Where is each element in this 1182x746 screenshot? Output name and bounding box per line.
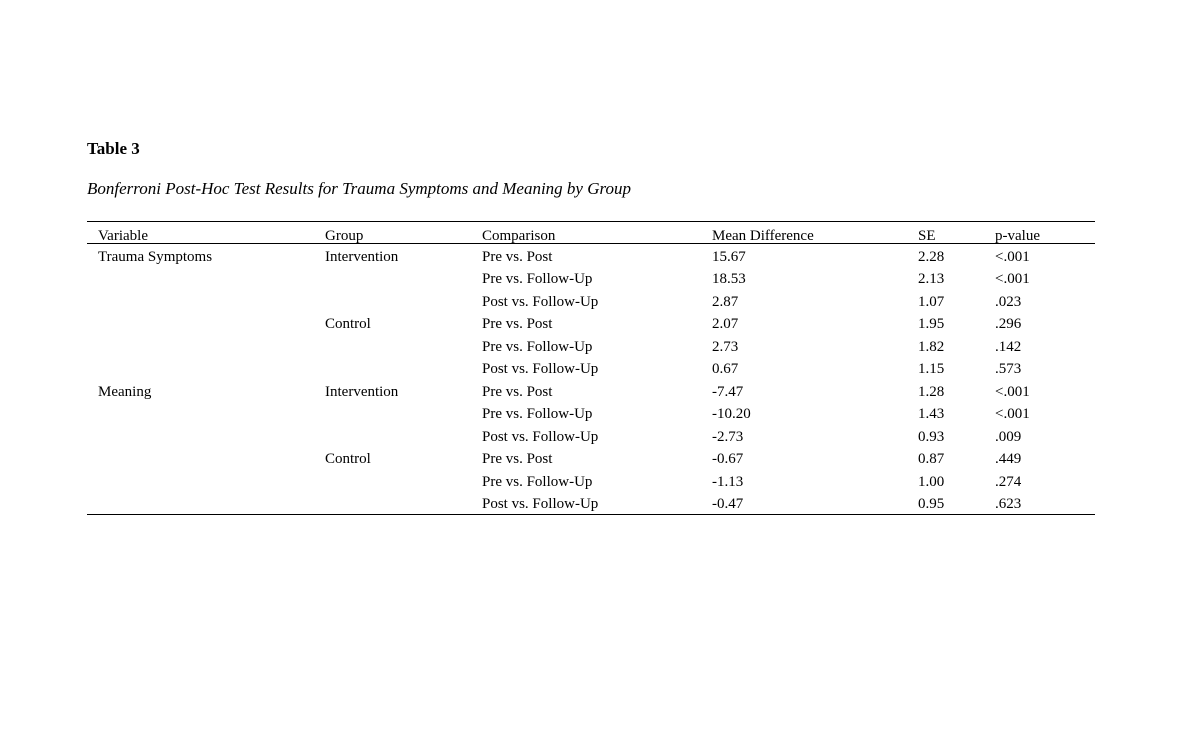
cell-variable — [87, 471, 325, 494]
cell-comparison: Pre vs. Follow-Up — [482, 406, 593, 423]
cell-p-value: .009 — [995, 428, 1022, 445]
table-header-row — [87, 225, 1095, 246]
cell-mean-difference: 15.67 — [712, 248, 746, 265]
column-header-p-value: p-value — [995, 227, 1040, 244]
cell-variable: Trauma Symptoms — [98, 248, 213, 265]
cell-se: 1.43 — [918, 406, 945, 423]
cell-mean-difference: -1.13 — [712, 473, 744, 490]
cell-comparison: Pre vs. Follow-Up — [482, 271, 593, 288]
cell-se: 2.28 — [918, 248, 945, 265]
table-row — [87, 404, 1095, 427]
table-row — [87, 426, 1095, 449]
cell-variable — [87, 269, 325, 292]
cell-variable: Meaning — [98, 383, 152, 400]
cell-variable — [87, 336, 325, 359]
cell-se: 0.87 — [918, 451, 945, 468]
cell-group — [325, 336, 482, 359]
cell-comparison: Pre vs. Follow-Up — [482, 473, 593, 490]
cell-group: Intervention — [325, 248, 399, 265]
column-header-se: SE — [918, 227, 936, 244]
cell-mean-difference: 0.67 — [712, 361, 739, 378]
table-row — [87, 336, 1095, 359]
table-title: Bonferroni Post-Hoc Test Results for Trauma Symptoms and Meaning by Group — [87, 179, 631, 198]
cell-mean-difference: -2.73 — [712, 428, 744, 445]
cell-comparison: Pre vs. Post — [482, 383, 553, 400]
cell-se: 1.15 — [918, 361, 945, 378]
cell-comparison: Post vs. Follow-Up — [482, 293, 599, 310]
table-row — [87, 494, 1095, 517]
table-row — [87, 359, 1095, 382]
cell-group — [325, 426, 482, 449]
cell-group: Control — [325, 451, 371, 468]
table-row — [87, 381, 1095, 404]
cell-se: 1.95 — [918, 316, 945, 333]
column-header-group: Group — [325, 227, 364, 244]
cell-group — [325, 359, 482, 382]
cell-comparison: Post vs. Follow-Up — [482, 361, 599, 378]
cell-group: Intervention — [325, 383, 399, 400]
cell-group — [325, 404, 482, 427]
cell-mean-difference: 2.07 — [712, 316, 739, 333]
cell-group: Control — [325, 316, 371, 333]
cell-p-value: <.001 — [995, 383, 1030, 400]
cell-group — [325, 471, 482, 494]
cell-mean-difference: 18.53 — [712, 271, 746, 288]
cell-se: 1.00 — [918, 473, 945, 490]
table-row — [87, 246, 1095, 269]
table-row — [87, 291, 1095, 314]
cell-variable — [87, 494, 325, 517]
cell-comparison: Pre vs. Post — [482, 248, 553, 265]
cell-mean-difference: 2.73 — [712, 338, 739, 355]
cell-p-value: .274 — [995, 473, 1022, 490]
results-table — [87, 225, 1095, 516]
table-top-rule — [87, 221, 1095, 222]
cell-variable — [87, 314, 325, 337]
cell-variable — [87, 449, 325, 472]
table-row — [87, 471, 1095, 494]
cell-p-value: .296 — [995, 316, 1022, 333]
cell-comparison: Pre vs. Follow-Up — [482, 338, 593, 355]
cell-se: 1.28 — [918, 383, 945, 400]
cell-variable — [87, 359, 325, 382]
cell-comparison: Pre vs. Post — [482, 451, 553, 468]
cell-se: 1.07 — [918, 293, 945, 310]
cell-mean-difference: -0.67 — [712, 451, 744, 468]
column-header-variable: Variable — [98, 227, 148, 244]
cell-p-value: <.001 — [995, 406, 1030, 423]
cell-se: 2.13 — [918, 271, 945, 288]
cell-p-value: .142 — [995, 338, 1022, 355]
cell-variable — [87, 291, 325, 314]
table-row — [87, 314, 1095, 337]
cell-mean-difference: -10.20 — [712, 406, 751, 423]
cell-p-value: <.001 — [995, 248, 1030, 265]
cell-p-value: <.001 — [995, 271, 1030, 288]
cell-mean-difference: 2.87 — [712, 293, 739, 310]
cell-se: 1.82 — [918, 338, 945, 355]
cell-p-value: .023 — [995, 293, 1022, 310]
cell-p-value: .623 — [995, 496, 1022, 513]
cell-comparison: Post vs. Follow-Up — [482, 428, 599, 445]
cell-group — [325, 494, 482, 517]
column-header-comparison: Comparison — [482, 227, 556, 244]
table-row — [87, 269, 1095, 292]
cell-variable — [87, 404, 325, 427]
table-row — [87, 449, 1095, 472]
cell-p-value: .573 — [995, 361, 1022, 378]
cell-se: 0.95 — [918, 496, 945, 513]
cell-group — [325, 269, 482, 292]
cell-group — [325, 291, 482, 314]
column-header-mean-difference: Mean Difference — [712, 227, 814, 244]
cell-variable — [87, 426, 325, 449]
cell-se: 0.93 — [918, 428, 945, 445]
cell-mean-difference: -0.47 — [712, 496, 744, 513]
cell-comparison: Pre vs. Post — [482, 316, 553, 333]
cell-comparison: Post vs. Follow-Up — [482, 496, 599, 513]
cell-p-value: .449 — [995, 451, 1022, 468]
cell-mean-difference: -7.47 — [712, 383, 744, 400]
table-label: Table 3 — [87, 139, 140, 158]
